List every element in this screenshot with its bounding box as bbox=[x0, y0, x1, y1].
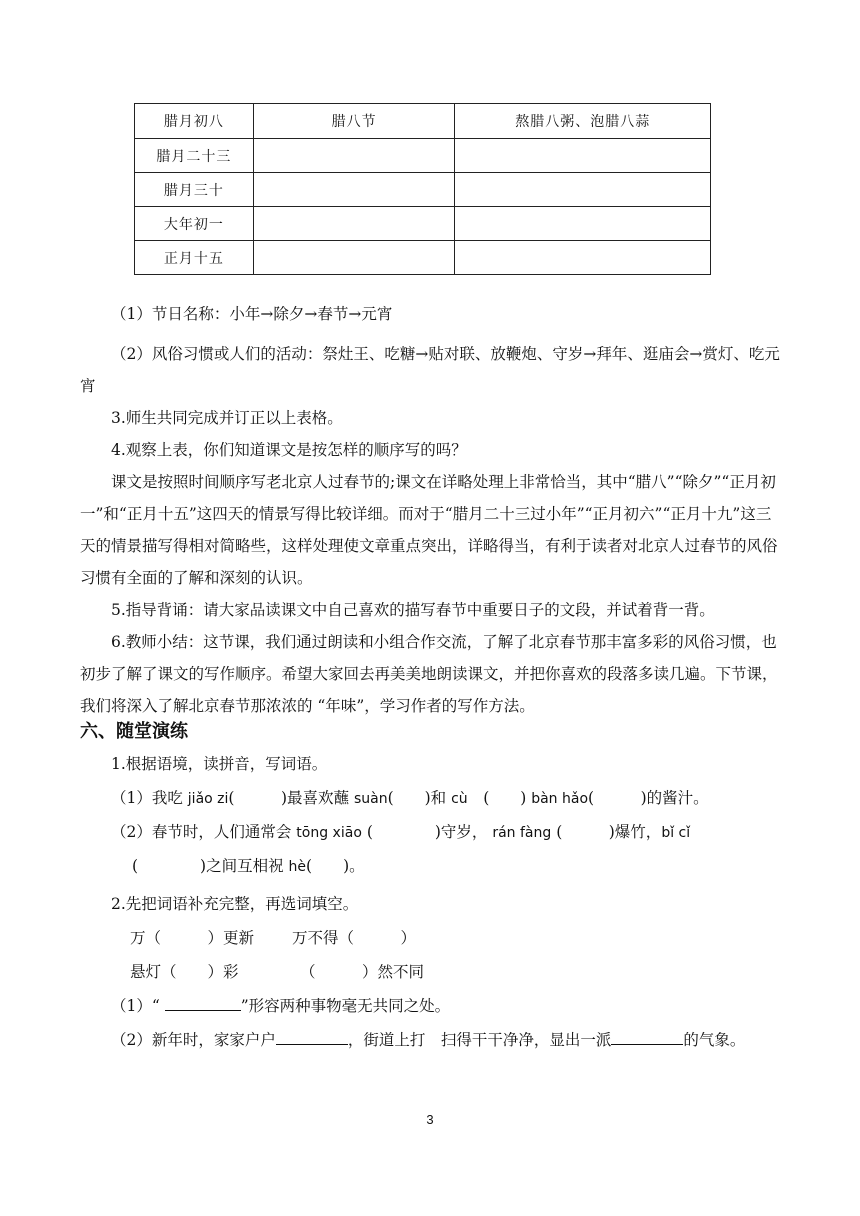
pinyin: bǐ cǐ bbox=[661, 825, 691, 841]
pinyin: suàn bbox=[353, 791, 388, 807]
table-cell: 大年初一 bbox=[135, 207, 254, 241]
table-cell bbox=[253, 173, 455, 207]
fill-sentence-1 bbox=[111, 990, 450, 1022]
festival-table bbox=[134, 103, 711, 275]
text: （1）我吃 bbox=[111, 789, 188, 807]
text: ”形容两种事物毫无共同之处。 bbox=[240, 997, 451, 1015]
pinyin: bàn hǎo bbox=[531, 791, 589, 807]
text: （2）新年时，家家户户 bbox=[111, 1031, 276, 1049]
text: （1）“ bbox=[111, 997, 165, 1015]
blank-slot[interactable]: ( ) bbox=[467, 789, 532, 807]
fill-sentence-2 bbox=[111, 1024, 745, 1056]
answer-customs: （2）风俗习惯或人们的活动：祭灶王、吃糖→贴对联、放鞭炮、守岁→拜年、逛庙会→赏灯、吃元宵 bbox=[80, 345, 780, 395]
table-cell: 腊月三十 bbox=[135, 173, 254, 207]
answer-blank[interactable] bbox=[611, 1044, 683, 1045]
page-number: 3 bbox=[426, 1112, 434, 1127]
table-cell bbox=[455, 173, 711, 207]
answer-blank[interactable] bbox=[165, 1010, 241, 1011]
answer-blank[interactable] bbox=[276, 1044, 348, 1045]
step-3: 3.师生共同完成并订正以上表格。 bbox=[111, 409, 343, 427]
table-row bbox=[135, 207, 711, 241]
question-2-title: 2.先把词语补充完整，再选词填空。 bbox=[111, 895, 359, 913]
pinyin: rán fàng bbox=[492, 825, 552, 841]
table-cell: 腊月二十三 bbox=[135, 139, 254, 173]
pinyin: tōng xiāo bbox=[296, 825, 362, 841]
blank-slot[interactable]: ( )之间互相祝 bbox=[132, 857, 289, 875]
word-fill-3[interactable]: 悬灯（ ）彩 bbox=[130, 963, 239, 981]
blank-slot[interactable]: ( )。 bbox=[306, 857, 365, 875]
step-4: 4.观察上表，你们知道课文是按怎样的顺序写的吗？ bbox=[111, 441, 467, 459]
table-cell bbox=[253, 207, 455, 241]
table-cell: 腊月初八 bbox=[135, 104, 254, 139]
table-row bbox=[135, 139, 711, 173]
question-1-line-2 bbox=[111, 816, 690, 849]
table-row bbox=[135, 241, 711, 275]
table-cell bbox=[455, 139, 711, 173]
question-1-title: 1.根据语境，读拼音，写词语。 bbox=[111, 755, 328, 773]
pinyin: hè bbox=[288, 859, 307, 875]
blank-slot[interactable]: ( )爆竹， bbox=[551, 823, 662, 841]
section-heading: 六、随堂演练 bbox=[80, 721, 188, 742]
blank-slot[interactable]: ( )守岁， bbox=[361, 823, 493, 841]
text: ，街道上打 扫得干干净净，显出一派 bbox=[347, 1031, 612, 1049]
blank-slot[interactable]: ( )的酱汁。 bbox=[588, 789, 709, 807]
table-cell: 腊八节 bbox=[253, 104, 455, 139]
table-cell bbox=[455, 241, 711, 275]
text: （2）春节时，人们通常会 bbox=[111, 823, 297, 841]
table-cell bbox=[253, 139, 455, 173]
question-1-line-1 bbox=[111, 782, 709, 815]
word-fill-2[interactable]: 万不得（ ） bbox=[292, 929, 417, 947]
table-cell: 正月十五 bbox=[135, 241, 254, 275]
table-cell: 熬腊八粥、泡腊八蒜 bbox=[455, 104, 711, 139]
step-4-answer: 课文是按照时间顺序写老北京人过春节的;课文在详略处理上非常恰当，其中“腊八”“除夕”“正月初一”和“正月十五”这四天的情景写得比较详细。而对于“腊月二十三过小年”“正月初六”“正月十九”这三天的情景描写得相对简略些，这样处理使文章重点突出，详略得当，有利于读者对北京人过春节的风俗习惯有全面的了解和深刻的认识。 bbox=[80, 473, 778, 587]
word-fill-4[interactable]: （ ）然不同 bbox=[300, 963, 425, 981]
table-row bbox=[135, 173, 711, 207]
pinyin: jiǎo zi bbox=[187, 791, 229, 807]
word-fill-1[interactable]: 万（ ）更新 bbox=[130, 929, 255, 947]
blank-slot[interactable]: ( )和 bbox=[387, 789, 452, 807]
step-5: 5.指导背诵：请大家品读课文中自己喜欢的描写春节中重要日子的文段，并试着背一背。 bbox=[111, 601, 715, 619]
text: 的气象。 bbox=[683, 1031, 746, 1049]
pinyin: cù bbox=[451, 791, 468, 807]
table-row bbox=[135, 104, 711, 139]
blank-slot[interactable]: ( )最喜欢蘸 bbox=[228, 789, 354, 807]
answer-festival-names: （1）节日名称：小年→除夕→春节→元宵 bbox=[111, 305, 393, 323]
question-1-line-3 bbox=[132, 850, 365, 883]
table-cell bbox=[253, 241, 455, 275]
table-cell bbox=[455, 207, 711, 241]
step-6: 6.教师小结：这节课，我们通过朗读和小组合作交流，了解了北京春节那丰富多彩的风俗习惯，也初步了解了课文的写作顺序。希望大家回去再美美地朗读课文，并把你喜欢的段落多读几遍。下节课，我们将深入了解北京春节那浓浓的 “年味”，学习作者的写作方法。 bbox=[80, 633, 778, 715]
